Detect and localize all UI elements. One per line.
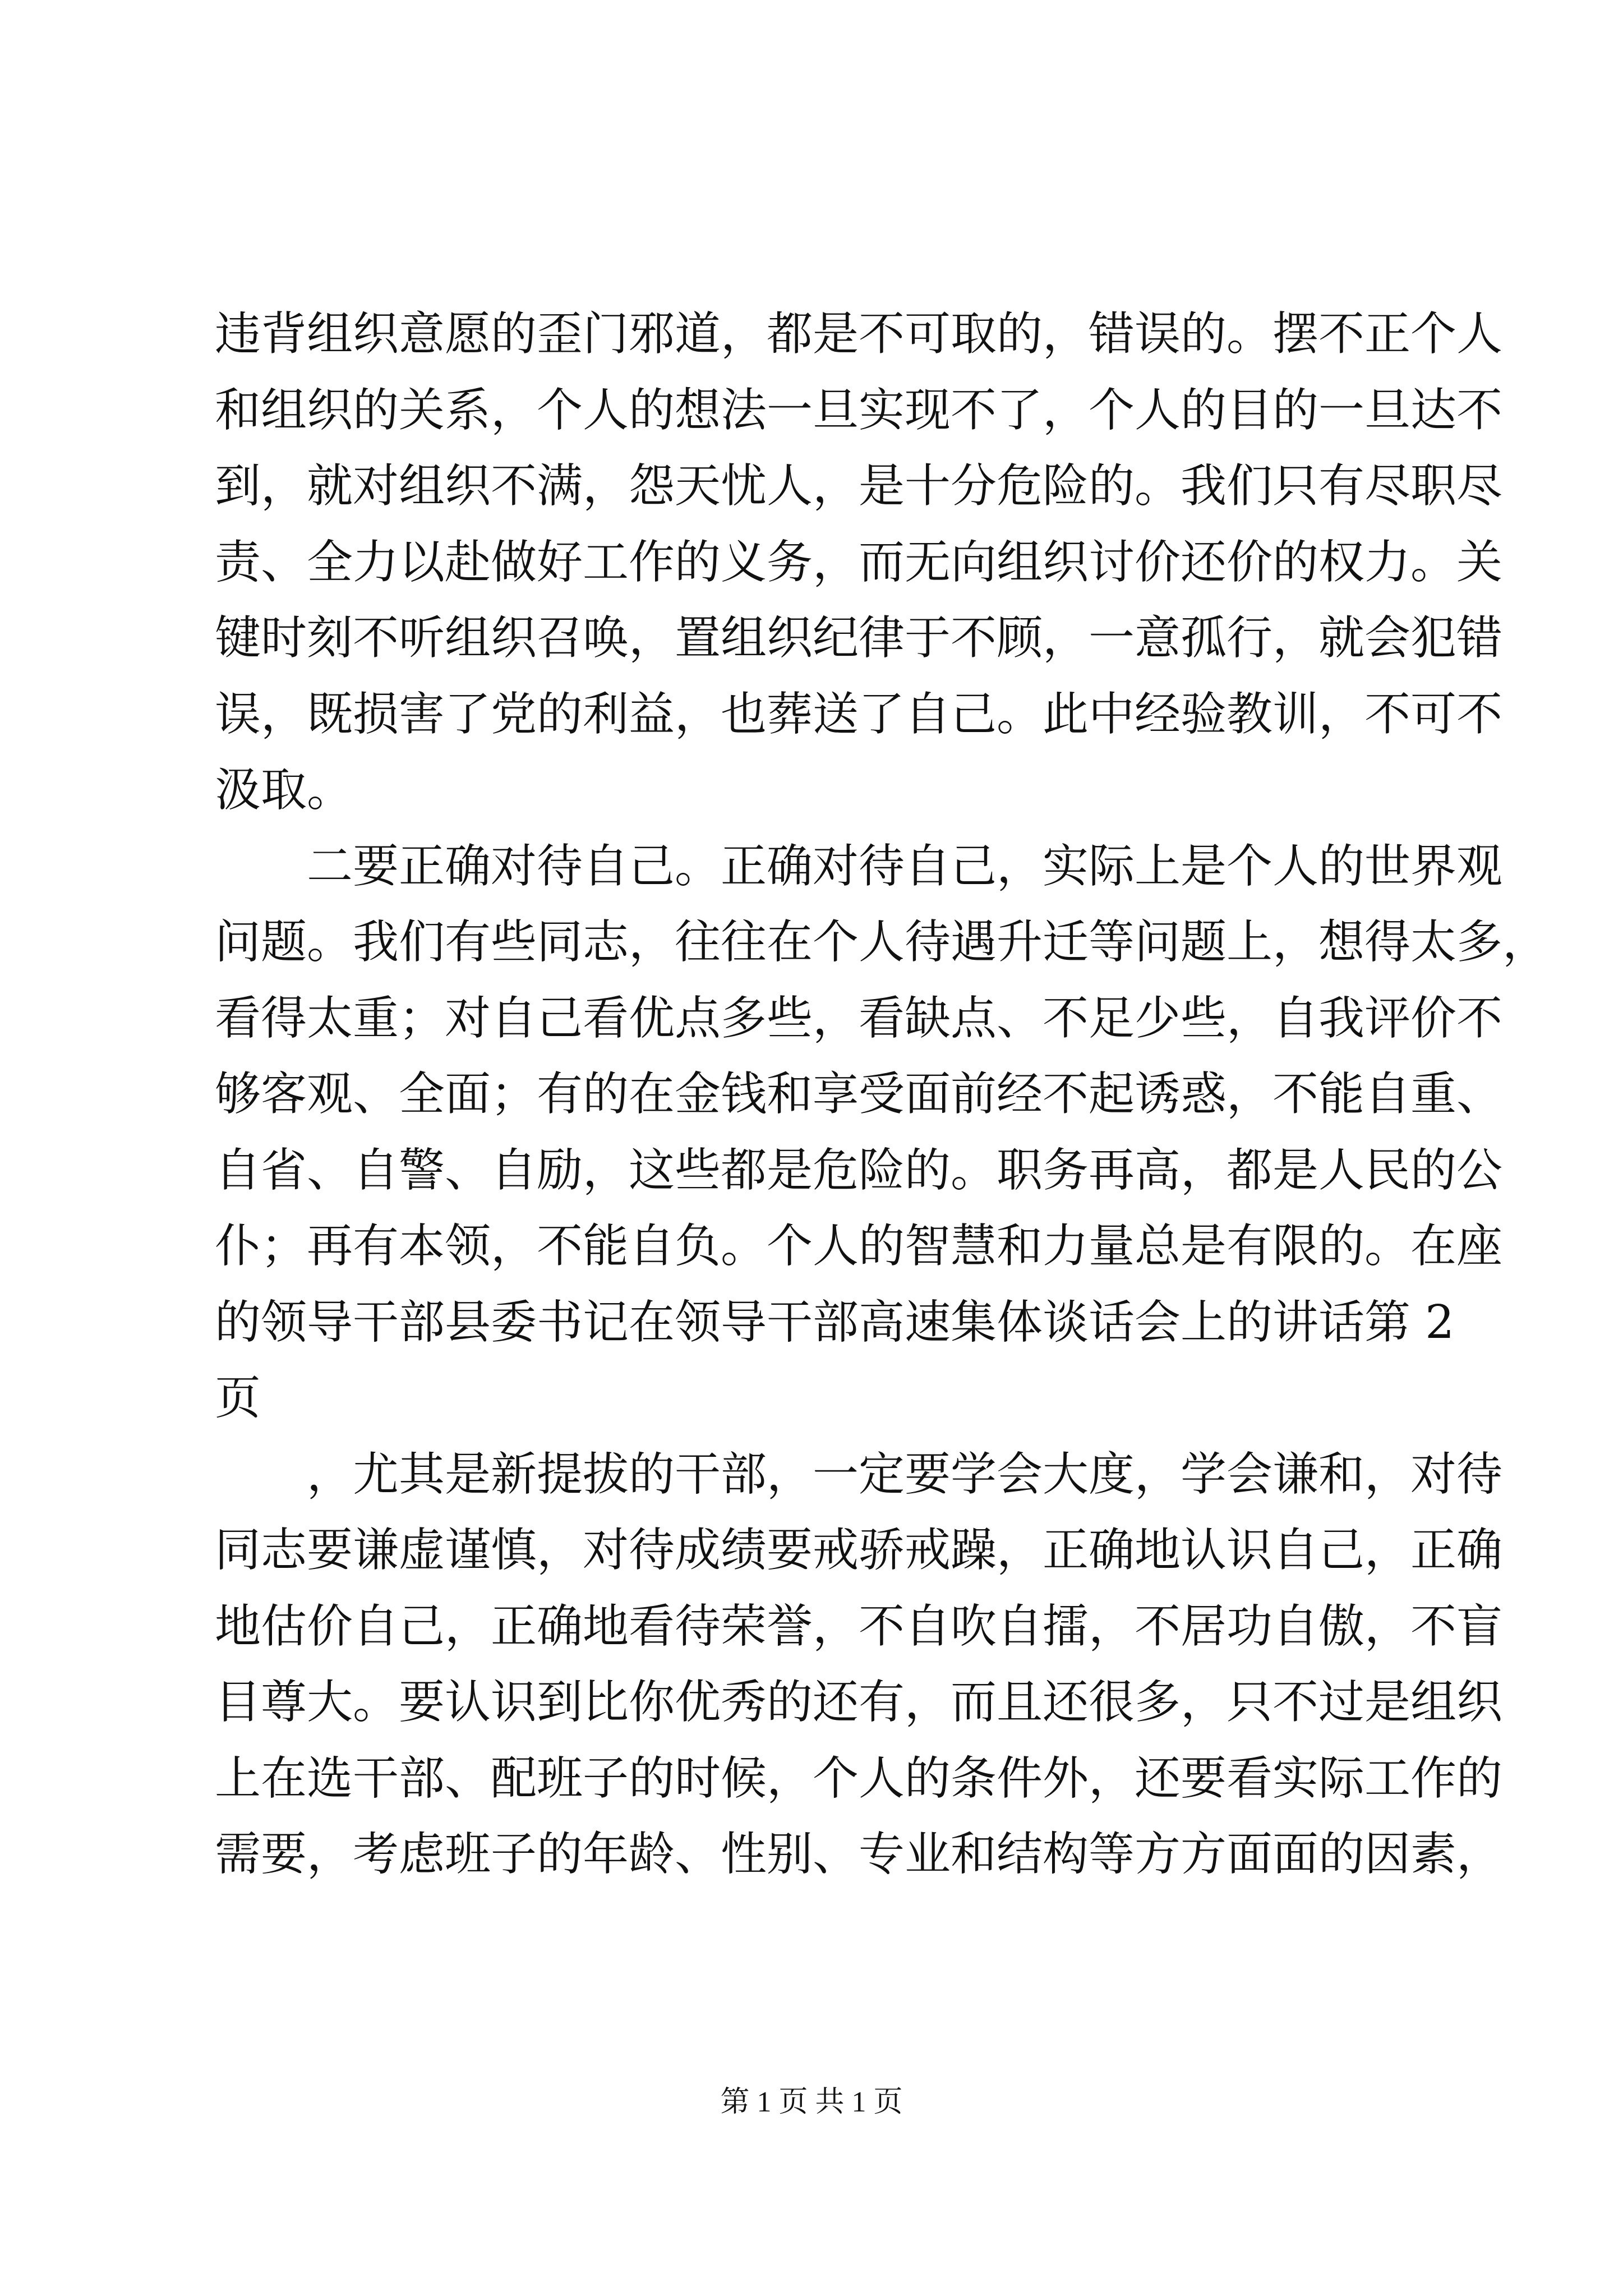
text-line: 和组织的关系，个人的想法一旦实现不了，个人的目的一旦达不 [215,383,1503,437]
text-line: ，尤其是新提拔的干部，一定要学会大度，学会谦和，对待 [215,1447,1503,1501]
text-line: 键时刻不听组织召唤，置组织纪律于不顾，一意孤行，就会犯错 [215,611,1503,665]
page-footer [0,2080,1623,2125]
page-number-label: 第 1 页 共 1 页 [720,2086,903,2118]
text-line: 看得太重；对自己看优点多些，看缺点、不足少些，自我评价不 [215,991,1503,1045]
text-line: 的领导干部县委书记在领导干部高速集体谈话会上的讲话第 2 [215,1295,1455,1349]
text-line: 页 [215,1372,261,1425]
text-line: 上在选干部、配班子的时候，个人的条件外，还要看实际工作的 [215,1751,1503,1805]
text-line: 违背组织意愿的歪门邪道，都是不可取的，错误的。摆不正个人 [215,307,1503,361]
text-line: 地估价自己，正确地看待荣誉，不自吹自擂，不居功自傲，不盲 [215,1599,1503,1653]
text-line: 同志要谦虚谨慎，对待成绩要戒骄戒躁，正确地认识自己，正确 [215,1524,1503,1577]
text-line: 到，就对组织不满，怨天忧人，是十分危险的。我们只有尽职尽 [215,459,1503,513]
text-line: 够客观、全面；有的在金钱和享受面前经不起诱惑，不能自重、 [215,1068,1503,1121]
text-line: 责、全力以赴做好工作的义务，而无向组织讨价还价的权力。关 [215,535,1503,589]
text-line: 汲取。 [215,763,353,817]
text-line: 自省、自警、自励，这些都是危险的。职务再高，都是人民的公 [215,1143,1503,1197]
text-line: 目尊大。要认识到比你优秀的还有，而且还很多，只不过是组织 [215,1676,1503,1729]
document-body [215,296,1549,1893]
text-line: 需要，考虑班子的年龄、性别、专业和结构等方方面面的因素， [215,1828,1503,1881]
text-line: 仆；再有本领，不能自负。个人的智慧和力量总是有限的。在座 [215,1220,1503,1273]
text-line: 问题。我们有些同志，往往在个人待遇升迁等问题上，想得太多， [215,915,1549,969]
text-line: 误，既损害了党的利益，也葬送了自己。此中经验教训，不可不 [215,687,1503,741]
text-line: 二要正确对待自己。正确对待自己，实际上是个人的世界观 [215,839,1503,893]
